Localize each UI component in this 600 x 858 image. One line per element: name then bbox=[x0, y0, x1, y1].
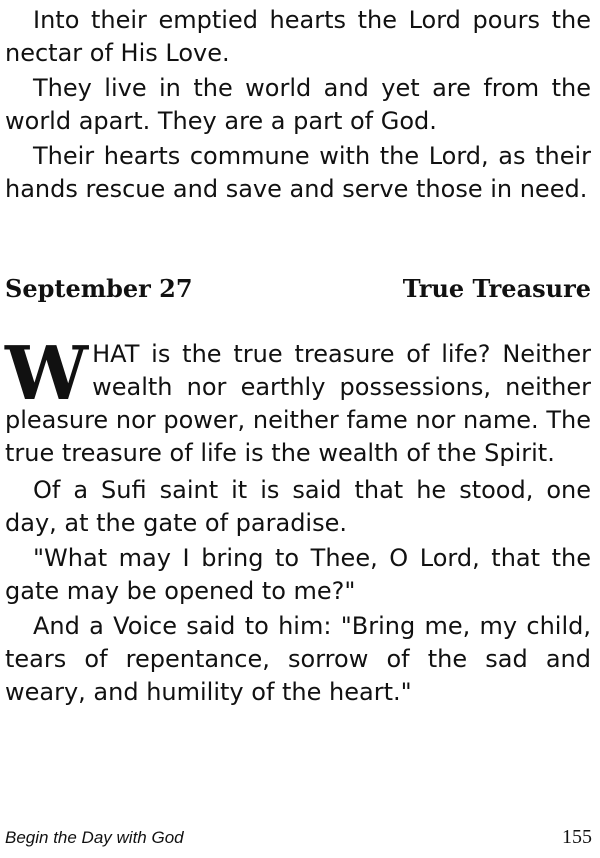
first-paragraph-text: HAT is the true treasure of life? Neither wealth nor earthly possessions, neither pleasure nor power, neither fame nor name. The true treasure of life is the wealth of the Spirit. bbox=[5, 340, 591, 467]
entry-title: True Treasure bbox=[402, 274, 591, 303]
body-paragraph-2: "What may I bring to Thee, O Lord, that the gate may be opened to me?" bbox=[5, 544, 591, 605]
page-number: 155 bbox=[562, 826, 592, 848]
body-paragraph-1: Of a Sufi saint it is said that he stood, one day, at the gate of paradise. bbox=[5, 476, 591, 537]
drop-cap-letter: W bbox=[5, 331, 89, 417]
first-paragraph bbox=[5, 331, 591, 470]
footer-book-title: Begin the Day with God bbox=[5, 828, 184, 847]
entry-heading bbox=[5, 274, 591, 303]
continuation-paragraph-2: They live in the world and yet are from the world apart. They are a part of God. bbox=[5, 74, 591, 135]
body-paragraph-3: And a Voice said to him: "Bring me, my child, tears of repentance, sorrow of the sad and weary, and humility of the heart." bbox=[5, 612, 591, 706]
continuation-paragraph-1: Into their emptied hearts the Lord pours the nectar of His Love. bbox=[5, 6, 591, 67]
entry-date: September 27 bbox=[5, 274, 193, 303]
continuation-paragraph-3: Their hearts commune with the Lord, as their hands rescue and save and serve those in need. bbox=[5, 142, 591, 203]
